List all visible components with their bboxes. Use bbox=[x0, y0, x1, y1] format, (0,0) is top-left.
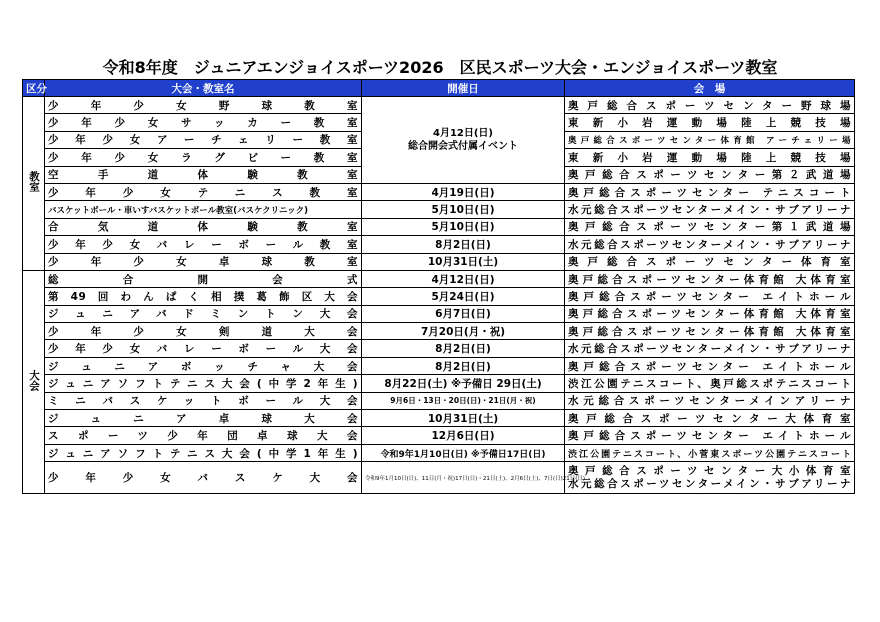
table-row bbox=[23, 410, 855, 427]
event-venue: 水元総合スポーツセンターメイン・サブアリーナ bbox=[565, 236, 855, 253]
event-name: ジュニア卓球大会 bbox=[45, 410, 362, 427]
event-venue: 奥戸総合スポーツセンター第１武道場 bbox=[565, 218, 855, 235]
event-date: 10月31日(土) bbox=[362, 253, 565, 270]
table-row bbox=[23, 462, 855, 494]
event-venue: 水元総合スポーツセンターメイン・サブアリーナ bbox=[565, 201, 855, 218]
table-row bbox=[23, 253, 855, 270]
event-venue: 奥戸総合スポーツセンター大体育室 bbox=[565, 410, 855, 427]
event-date: 4月19日(日) bbox=[362, 183, 565, 200]
event-date: 令和9年1月10日(日) ※予備日17日(日) bbox=[362, 444, 565, 461]
event-name: 少年少女バレーボール教室 bbox=[45, 236, 362, 253]
event-date: 6月7日(日) bbox=[362, 305, 565, 322]
header-venue: 会 場 bbox=[565, 80, 855, 97]
event-date: 9月6日・13日・20日(日)・21日(月・祝) bbox=[362, 392, 565, 409]
event-venue: 奥戸総合スポーツセンター エイトホール bbox=[565, 288, 855, 305]
event-name: 少年少女バレーボール大会 bbox=[45, 340, 362, 357]
header-name: 大会・教室名 bbox=[45, 80, 362, 97]
event-venue: 東新小岩運動場陸上競技場 bbox=[565, 114, 855, 131]
header-category: 区分 bbox=[23, 80, 45, 97]
schedule-table bbox=[22, 79, 855, 494]
table-row bbox=[23, 392, 855, 409]
page-title: 令和8年度 ジュニアエンジョイスポーツ2026 区民スポーツ大会・エンジョイスポーツ教室 bbox=[102, 58, 778, 77]
event-venue: 奥戸総合スポーツセンター野球場 bbox=[565, 97, 855, 114]
event-date: 8月2日(日) bbox=[362, 236, 565, 253]
table-row bbox=[23, 340, 855, 357]
event-name: 少年少女ラグビー教室 bbox=[45, 149, 362, 166]
table-row bbox=[23, 305, 855, 322]
event-name: ジュニアソフトテニス大会(中学1年生) bbox=[45, 444, 362, 461]
event-venue: 奥戸総合スポーツセンター体育館 アーチェリー場 bbox=[565, 131, 855, 148]
event-name: 合気道体験教室 bbox=[45, 218, 362, 235]
event-name: ジュニアボッチャ大会 bbox=[45, 357, 362, 374]
table-row bbox=[23, 444, 855, 461]
event-venue: 奥戸総合スポーツセンター大小体育室 水元総合スポーツセンターメイン・サブアリーナ bbox=[565, 462, 855, 494]
event-venue: 奥戸総合スポーツセンター体育館 大体育室 bbox=[565, 323, 855, 340]
event-name: 少年少女剣道大会 bbox=[45, 323, 362, 340]
event-date: 8月2日(日) bbox=[362, 340, 565, 357]
event-venue: 水元総合スポーツセンターメイン・サブアリーナ bbox=[565, 340, 855, 357]
category-taikai: 大会 bbox=[23, 270, 45, 493]
event-date: 令和9年1月10日(日)、11日(月・祝)17日(日)・21日(土)、2月6日(土)、7日(日)21日(日) bbox=[362, 462, 565, 494]
table-row bbox=[23, 97, 855, 114]
category-kyoshitsu: 教室 bbox=[23, 97, 45, 271]
event-venue: 渋江公園テニスコート、奥戸総スポテニスコート bbox=[565, 375, 855, 392]
table-row bbox=[23, 323, 855, 340]
event-name: 少年少女テニス教室 bbox=[45, 183, 362, 200]
event-date: 5月24日(日) bbox=[362, 288, 565, 305]
event-name: 空手道体験教室 bbox=[45, 166, 362, 183]
table-row bbox=[23, 288, 855, 305]
event-venue: 奥戸総合スポーツセンター第２武道場 bbox=[565, 166, 855, 183]
event-venue: 奥戸総合スポーツセンター テニスコート bbox=[565, 183, 855, 200]
table-row bbox=[23, 357, 855, 374]
event-venue: 奥戸総合スポーツセンター体育室 bbox=[565, 253, 855, 270]
event-name: ジュニアソフトテニス大会(中学2年生) bbox=[45, 375, 362, 392]
event-venue: 奥戸総合スポーツセンター エイトホール bbox=[565, 427, 855, 444]
table-row bbox=[23, 183, 855, 200]
event-name: 第49回わんぱく相撲葛飾区大会 bbox=[45, 288, 362, 305]
event-date: 5月10日(日) bbox=[362, 218, 565, 235]
table-row bbox=[23, 236, 855, 253]
header-date: 開催日 bbox=[362, 80, 565, 97]
event-date: 4月12日(日) bbox=[362, 270, 565, 287]
event-date: 8月22日(土) ※予備日 29日(土) bbox=[362, 375, 565, 392]
event-date: 12月6日(日) bbox=[362, 427, 565, 444]
event-date-merged: 4月12日(日) 総合開会式付属イベント bbox=[362, 97, 565, 184]
event-name: スポーツ少年団卓球大会 bbox=[45, 427, 362, 444]
table-row bbox=[23, 270, 855, 287]
event-name: ミニバスケットボール大会 bbox=[45, 392, 362, 409]
event-date: 5月10日(日) bbox=[362, 201, 565, 218]
event-venue: 奥戸総合スポーツセンター体育館 大体育室 bbox=[565, 305, 855, 322]
event-venue: 水元総合スポーツセンターメインアリーナ bbox=[565, 392, 855, 409]
event-name: 少年少女サッカー教室 bbox=[45, 114, 362, 131]
event-venue: 渋江公園テニスコート、小菅東スポーツ公園テニスコート bbox=[565, 444, 855, 461]
event-name: 少年少女野球教室 bbox=[45, 97, 362, 114]
event-date: 10月31日(土) bbox=[362, 410, 565, 427]
table-row bbox=[23, 427, 855, 444]
table-row bbox=[23, 375, 855, 392]
event-date: 8月2日(日) bbox=[362, 357, 565, 374]
table-row bbox=[23, 218, 855, 235]
table-row bbox=[23, 201, 855, 218]
event-date: 7月20日(月・祝) bbox=[362, 323, 565, 340]
event-name: 少年少女卓球教室 bbox=[45, 253, 362, 270]
table-header-row bbox=[23, 80, 855, 97]
event-name: 少年少女アーチェリー教室 bbox=[45, 131, 362, 148]
event-venue: 東新小岩運動場陸上競技場 bbox=[565, 149, 855, 166]
event-name: ジュニアバドミントン大会 bbox=[45, 305, 362, 322]
event-name: 総合開会式 bbox=[45, 270, 362, 287]
event-venue: 奥戸総合スポーツセンター体育館 大体育室 bbox=[565, 270, 855, 287]
event-venue: 奥戸総合スポーツセンター エイトホール bbox=[565, 357, 855, 374]
event-name: 少年少女バスケ大会 bbox=[45, 462, 362, 494]
event-name: バスケットボール・車いすバスケットボール教室(バスケクリニック) bbox=[45, 201, 362, 218]
